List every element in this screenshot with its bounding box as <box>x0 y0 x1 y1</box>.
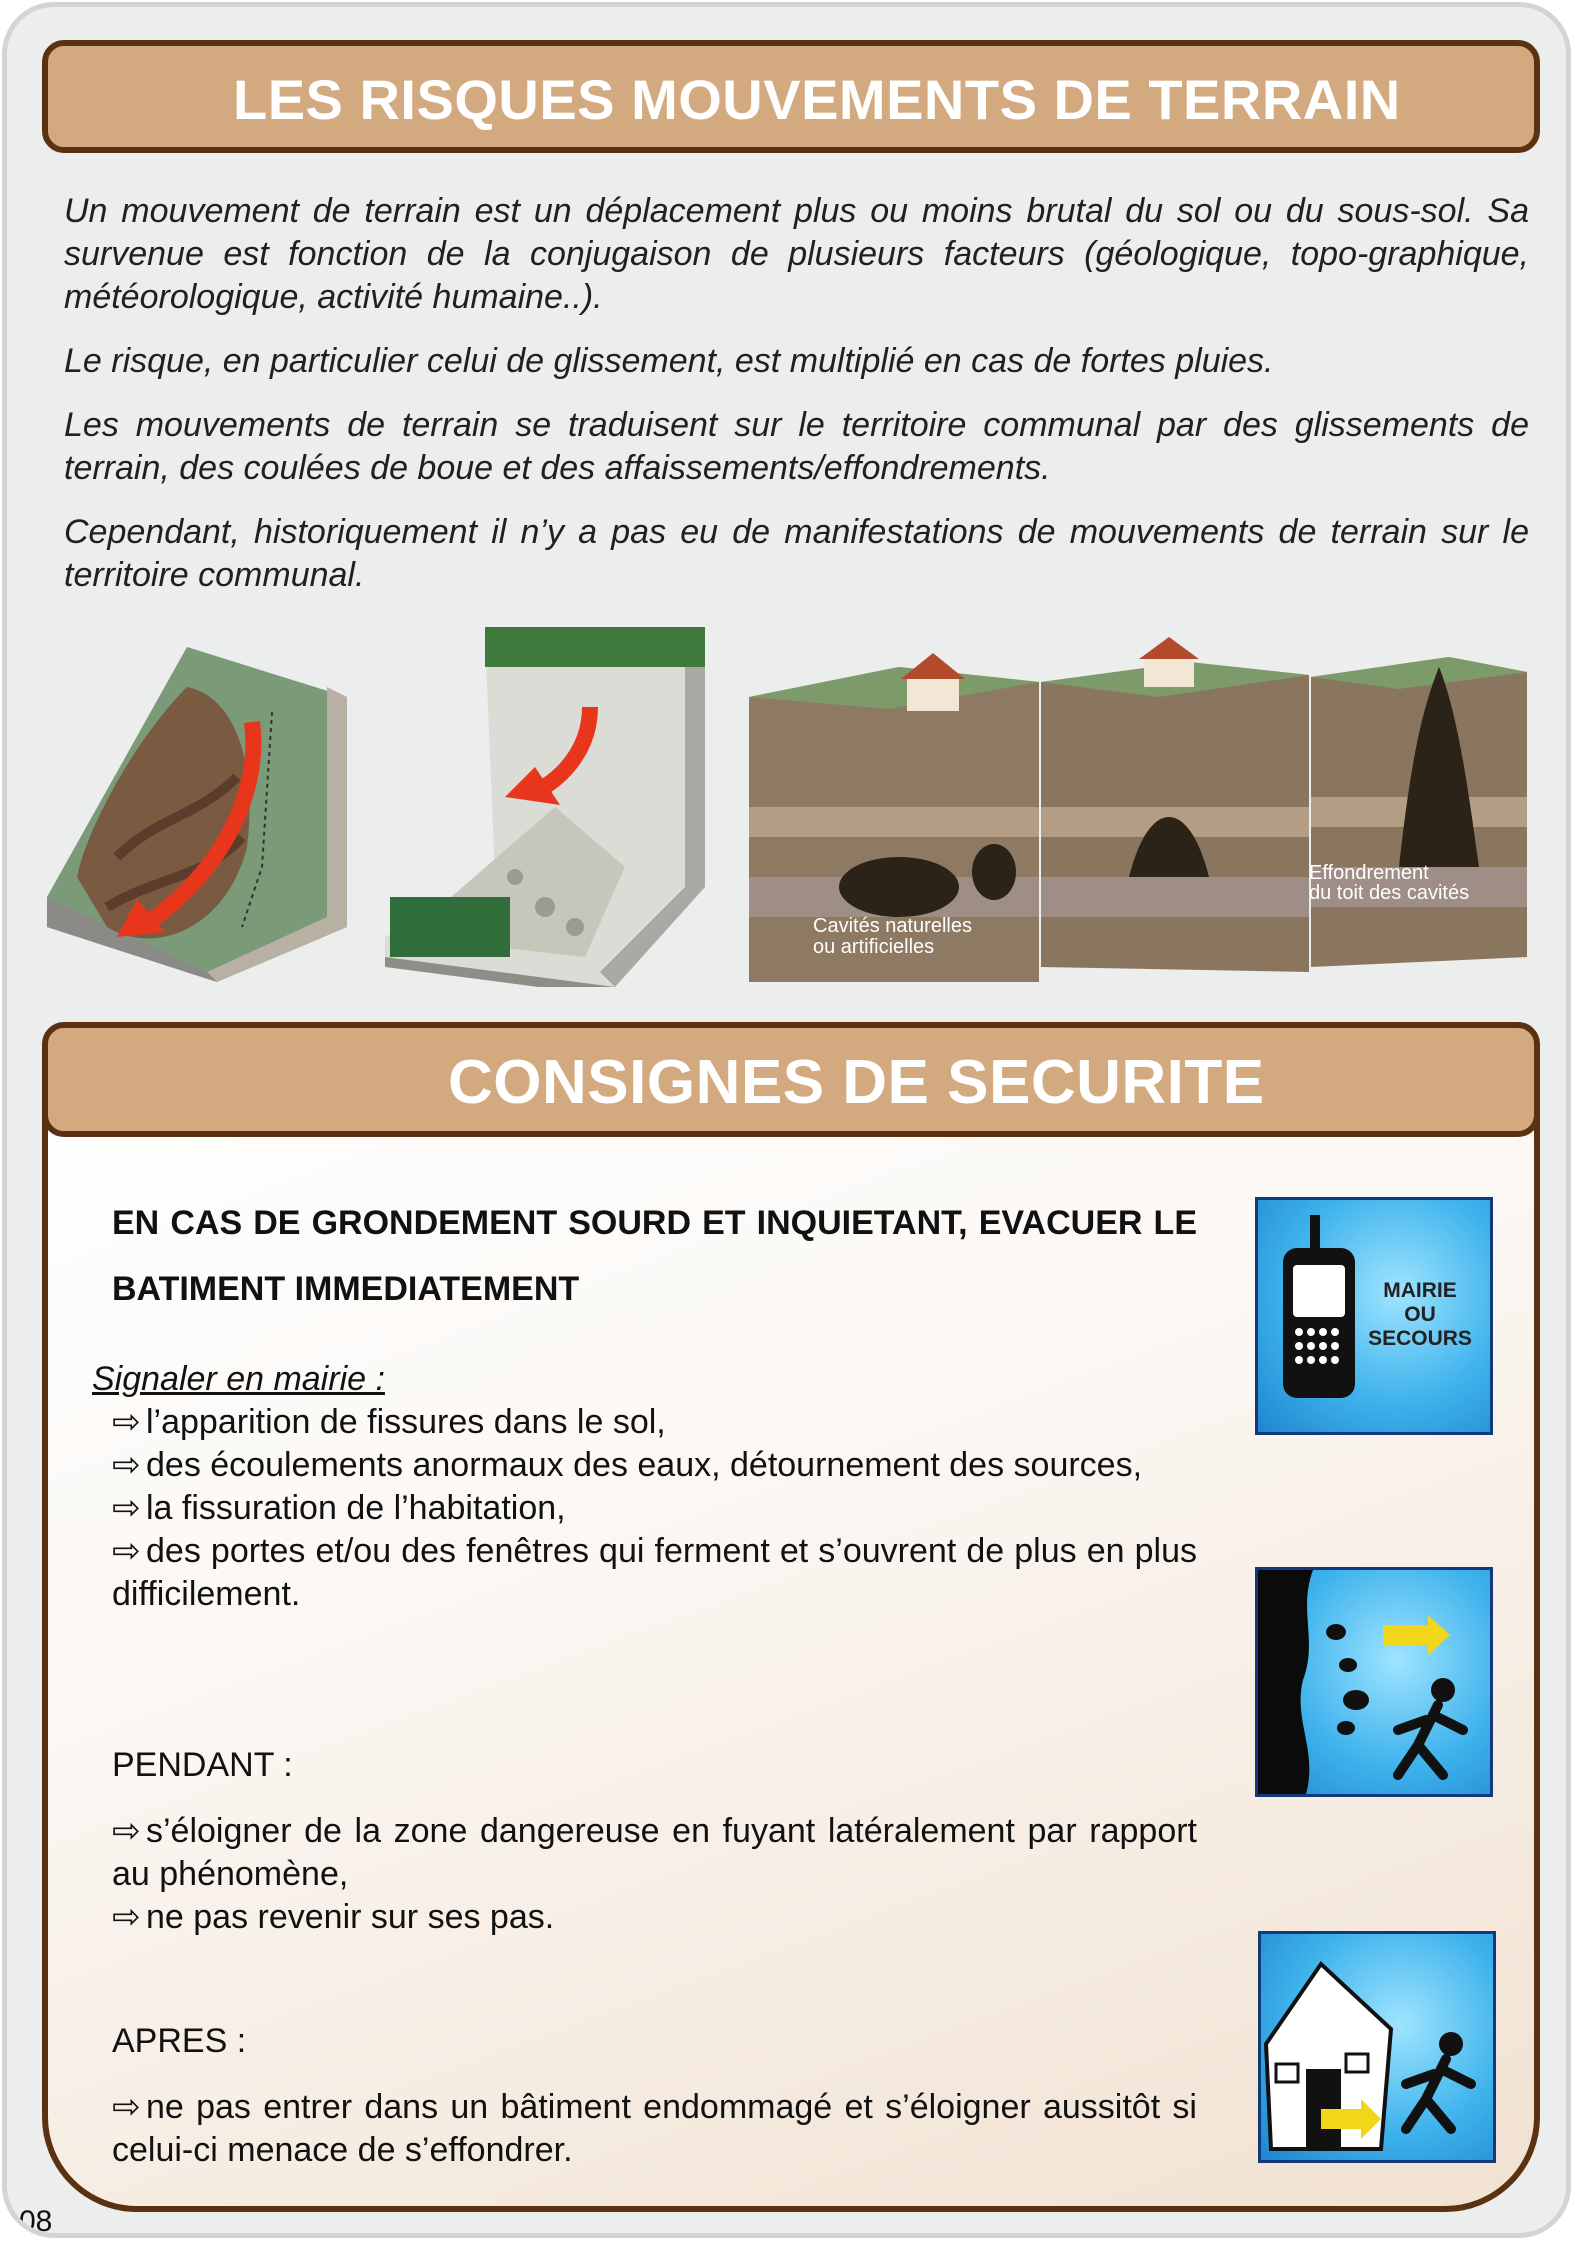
house-flee-icon <box>1261 1934 1493 2160</box>
rockfall-flee-icon <box>1258 1570 1490 1794</box>
arrow-right-icon: ⇨ <box>112 1489 141 1527</box>
list-item: ⇨ ne pas revenir sur ses pas. <box>112 1896 1197 1939</box>
phone-label: MAIRIE <box>1383 1279 1457 1302</box>
phone-label: SECOURS <box>1368 1327 1472 1350</box>
safety-title: CONSIGNES DE SECURITE <box>448 1048 1265 1117</box>
signal-heading: Signaler en mairie : <box>92 1360 385 1398</box>
top-forest-shape <box>485 627 705 667</box>
collapse-label: du toit des cavités <box>1309 882 1470 904</box>
bottom-forest-shape <box>390 897 510 957</box>
cavity-shape <box>839 857 959 917</box>
collapse-label: Effondrement <box>1309 862 1429 884</box>
rock-shape <box>535 897 555 917</box>
phone-icon <box>1258 1200 1490 1432</box>
intro-paragraph: Le risque, en particulier celui de glissement, est multiplié en cas de fortes pluies. <box>64 342 1274 380</box>
list-item: ⇨ des écoulements anormaux des eaux, détournement des sources, <box>112 1444 1197 1487</box>
arrow-right-icon: ⇨ <box>112 1446 141 1484</box>
pendant-list <box>112 1810 1197 1939</box>
cavities-illustration <box>749 627 1529 987</box>
safety-banner <box>42 1022 1540 1137</box>
house-icon <box>1139 637 1199 687</box>
rockfall-illustration <box>385 627 715 987</box>
page <box>2 2 1571 2238</box>
intro-paragraph: Cependant, historiquement il n’y a pas eu de manifestations de mouvements de terrain sur le territoire communal. <box>64 513 1529 594</box>
intro-paragraph: Un mouvement de terrain est un déplacement plus ou moins brutal du sol ou du sous-sol. Sa survenue est fonction de la conjugaison de plusieurs facteurs (géologique, topo-graphique, météorologique, activité humaine..). <box>64 192 1529 316</box>
cavities-label: ou artificielles <box>813 936 935 958</box>
phone-pictogram <box>1255 1197 1493 1435</box>
list-item: ⇨ l’apparition de fissures dans le sol, <box>112 1401 1197 1444</box>
apres-list <box>112 2086 1197 2172</box>
strata-shape <box>1041 877 1309 917</box>
house-exit-pictogram <box>1258 1931 1496 2163</box>
house-icon <box>901 653 965 711</box>
arrow-right-icon: ⇨ <box>112 1812 141 1850</box>
phone-label: OU <box>1404 1303 1436 1326</box>
header-banner <box>42 40 1540 153</box>
evacuation-alert: EN CAS DE GRONDEMENT SOURD ET INQUIETANT, EVACUER LE BATIMENT IMMEDIATEMENT <box>112 1204 1197 1308</box>
cavity-shape <box>972 844 1016 900</box>
arrow-right-icon: ⇨ <box>112 2088 141 2126</box>
signal-list <box>112 1401 1197 1616</box>
page-number: 08 <box>19 2205 53 2238</box>
list-item: ⇨ des portes et/ou des fenêtres qui ferment et s’ouvrent de plus en plus difficilement. <box>112 1532 1197 1613</box>
page-title: LES RISQUES MOUVEMENTS DE TERRAIN <box>233 68 1401 131</box>
strata-shape <box>749 807 1039 837</box>
arrow-right-icon: ⇨ <box>112 1898 141 1936</box>
intro-paragraph: Les mouvements de terrain se traduisent sur le territoire communal par des glissements de terrain, des coulées de boue et des affaissements/effondrements. <box>64 406 1529 487</box>
landslide-illustration <box>47 627 357 987</box>
list-item: ⇨ la fissuration de l’habitation, <box>112 1487 1197 1530</box>
list-item: ⇨ s’éloigner de la zone dangereuse en fuyant latéralement par rapport au phénomène, <box>112 1812 1197 1893</box>
cavities-label: Cavités naturelles <box>813 915 972 937</box>
rock-shape <box>507 869 523 885</box>
rock-shape <box>566 918 584 936</box>
list-item: ⇨ ne pas entrer dans un bâtiment endommagé et s’éloigner aussitôt si celui-ci menace de s’effondrer. <box>112 2088 1197 2169</box>
intro-text <box>64 190 1529 618</box>
arrow-right-icon: ⇨ <box>112 1532 141 1570</box>
pendant-heading: PENDANT : <box>112 1746 293 1784</box>
apres-heading: APRES : <box>112 2022 247 2060</box>
rockfall-pictogram <box>1255 1567 1493 1797</box>
arrow-right-icon: ⇨ <box>112 1403 141 1441</box>
